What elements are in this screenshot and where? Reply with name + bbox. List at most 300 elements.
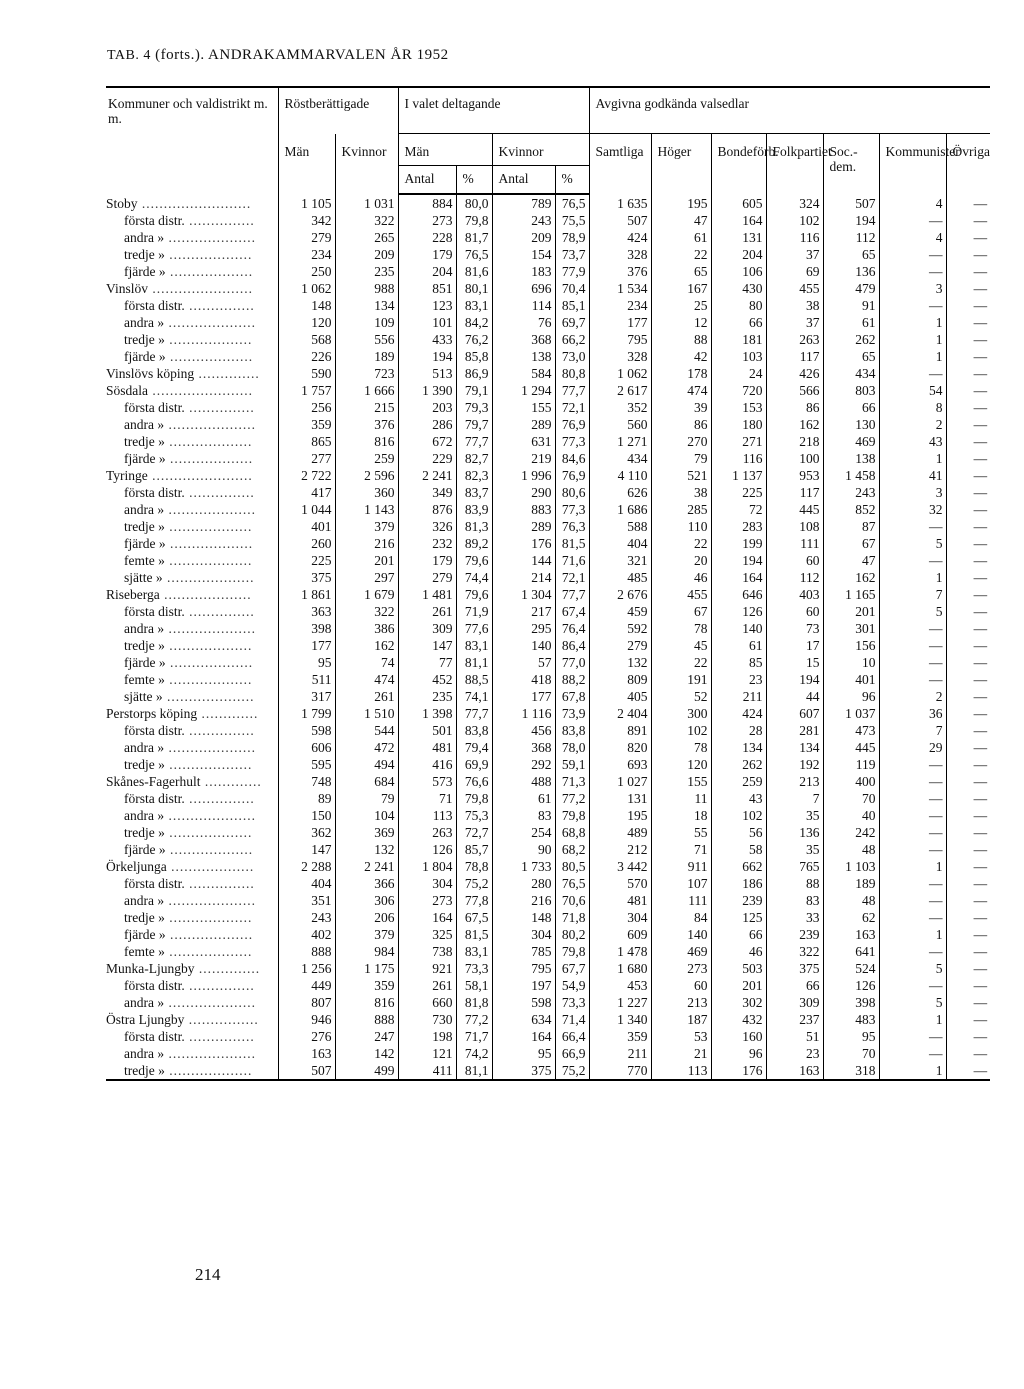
cell-total: 609 [589, 926, 651, 943]
cell-hoger: 22 [651, 535, 711, 552]
row-name: första distr. [124, 400, 185, 415]
cell-socialdemokrater: 852 [823, 501, 879, 518]
cell-eligible-men: 359 [278, 416, 335, 433]
row-label [106, 314, 278, 331]
cell-socialdemokrater: 61 [823, 314, 879, 331]
cell-kommunister: — [879, 297, 946, 314]
cell-eligible-men: 276 [278, 1028, 335, 1045]
leader-dots: ............... [184, 978, 255, 993]
cell-hoger: 12 [651, 314, 711, 331]
row-name: första distr. [124, 1029, 185, 1044]
row-label [106, 1062, 278, 1080]
cell-men-percent: 80,1 [456, 280, 492, 297]
table-header [106, 87, 990, 194]
municipality-row [106, 586, 990, 603]
table-title [107, 47, 449, 64]
cell-kommunister: — [879, 1028, 946, 1045]
cell-women-percent: 70,4 [555, 280, 589, 297]
cell-eligible-men: 226 [278, 348, 335, 365]
cell-bondeforbundet: 259 [711, 773, 766, 790]
cell-men-count: 876 [398, 501, 456, 518]
cell-bondeforbundet: 424 [711, 705, 766, 722]
cell-eligible-women: 1 175 [335, 960, 398, 977]
cell-women-percent: 72,1 [555, 569, 589, 586]
cell-kommunister: — [879, 1045, 946, 1062]
cell-men-percent: 76,5 [456, 246, 492, 263]
cell-men-percent: 77,6 [456, 620, 492, 637]
cell-men-count: 203 [398, 399, 456, 416]
cell-total: 405 [589, 688, 651, 705]
cell-eligible-women: 162 [335, 637, 398, 654]
cell-men-count: 261 [398, 603, 456, 620]
cell-ovriga: — [946, 1011, 990, 1028]
cell-socialdemokrater: 91 [823, 297, 879, 314]
cell-folkpartiet: 237 [766, 1011, 823, 1028]
row-label [106, 416, 278, 433]
cell-women-percent: 70,6 [555, 892, 589, 909]
row-label [106, 518, 278, 535]
cell-eligible-men: 2 288 [278, 858, 335, 875]
cell-socialdemokrater: 398 [823, 994, 879, 1011]
cell-eligible-men: 595 [278, 756, 335, 773]
cell-eligible-women: 2 596 [335, 467, 398, 484]
cell-men-count: 194 [398, 348, 456, 365]
cell-women-count: 598 [492, 994, 555, 1011]
cell-men-percent: 83,7 [456, 484, 492, 501]
cell-women-count: 217 [492, 603, 555, 620]
cell-total: 4 110 [589, 467, 651, 484]
cell-ovriga: — [946, 569, 990, 586]
cell-total: 1 686 [589, 501, 651, 518]
cell-men-percent: 81,5 [456, 926, 492, 943]
cell-bondeforbundet: 211 [711, 688, 766, 705]
cell-men-count: 660 [398, 994, 456, 1011]
leader-dots: .............. [194, 366, 260, 381]
header-women-percent: % [555, 166, 589, 195]
cell-eligible-women: 1 510 [335, 705, 398, 722]
cell-kommunister: 1 [879, 858, 946, 875]
cell-socialdemokrater: 507 [823, 194, 879, 212]
cell-women-count: 456 [492, 722, 555, 739]
cell-eligible-men: 590 [278, 365, 335, 382]
cell-eligible-women: 1 143 [335, 501, 398, 518]
row-name: första distr. [124, 978, 185, 993]
cell-men-count: 309 [398, 620, 456, 637]
row-label [106, 467, 278, 484]
cell-kommunister: 1 [879, 1011, 946, 1028]
cell-eligible-men: 95 [278, 654, 335, 671]
cell-men-percent: 80,0 [456, 194, 492, 212]
cell-women-count: 90 [492, 841, 555, 858]
cell-eligible-men: 865 [278, 433, 335, 450]
cell-folkpartiet: 35 [766, 807, 823, 824]
cell-men-count: 1 398 [398, 705, 456, 722]
cell-total: 1 271 [589, 433, 651, 450]
cell-kommunister: 54 [879, 382, 946, 399]
cell-total: 891 [589, 722, 651, 739]
cell-men-percent: 81,8 [456, 994, 492, 1011]
cell-socialdemokrater: 445 [823, 739, 879, 756]
leader-dots: ................... [164, 332, 253, 347]
cell-ovriga: — [946, 892, 990, 909]
cell-total: 234 [589, 297, 651, 314]
cell-total: 1 635 [589, 194, 651, 212]
row-name: andra » [124, 995, 165, 1010]
cell-total: 1 534 [589, 280, 651, 297]
cell-ovriga: — [946, 705, 990, 722]
cell-kommunister: — [879, 637, 946, 654]
cell-ovriga: — [946, 586, 990, 603]
cell-men-count: 235 [398, 688, 456, 705]
cell-bondeforbundet: 131 [711, 229, 766, 246]
cell-bondeforbundet: 43 [711, 790, 766, 807]
cell-eligible-men: 401 [278, 518, 335, 535]
cell-total: 481 [589, 892, 651, 909]
cell-women-percent: 85,1 [555, 297, 589, 314]
cell-eligible-men: 1 256 [278, 960, 335, 977]
cell-men-count: 273 [398, 212, 456, 229]
row-name: fjärde » [124, 451, 166, 466]
cell-women-percent: 79,8 [555, 943, 589, 960]
cell-men-percent: 81,6 [456, 263, 492, 280]
header-eligible: Röstberättigade [278, 87, 398, 134]
cell-men-percent: 82,3 [456, 467, 492, 484]
cell-eligible-men: 1 757 [278, 382, 335, 399]
cell-women-percent: 76,5 [555, 194, 589, 212]
cell-kommunister: 3 [879, 280, 946, 297]
cell-women-percent: 76,5 [555, 875, 589, 892]
cell-folkpartiet: 116 [766, 229, 823, 246]
cell-hoger: 18 [651, 807, 711, 824]
cell-eligible-men: 120 [278, 314, 335, 331]
cell-women-count: 114 [492, 297, 555, 314]
row-label [106, 654, 278, 671]
cell-women-percent: 76,3 [555, 518, 589, 535]
cell-total: 2 676 [589, 586, 651, 603]
row-label [106, 450, 278, 467]
cell-women-percent: 80,5 [555, 858, 589, 875]
leader-dots: ................... [164, 757, 253, 772]
cell-men-count: 738 [398, 943, 456, 960]
cell-eligible-women: 360 [335, 484, 398, 501]
cell-bondeforbundet: 125 [711, 909, 766, 926]
cell-bondeforbundet: 720 [711, 382, 766, 399]
district-row [106, 246, 990, 263]
cell-bondeforbundet: 239 [711, 892, 766, 909]
cell-folkpartiet: 162 [766, 416, 823, 433]
cell-women-percent: 77,0 [555, 654, 589, 671]
cell-eligible-women: 306 [335, 892, 398, 909]
cell-folkpartiet: 375 [766, 960, 823, 977]
leader-dots: ............. [200, 774, 262, 789]
cell-eligible-women: 888 [335, 1011, 398, 1028]
cell-socialdemokrater: 96 [823, 688, 879, 705]
cell-men-count: 123 [398, 297, 456, 314]
cell-ovriga: — [946, 416, 990, 433]
cell-women-count: 214 [492, 569, 555, 586]
leader-dots: ................... [164, 434, 253, 449]
cell-men-count: 229 [398, 450, 456, 467]
leader-dots: ............... [184, 213, 255, 228]
cell-folkpartiet: 60 [766, 603, 823, 620]
cell-eligible-men: 2 722 [278, 467, 335, 484]
district-row [106, 620, 990, 637]
cell-women-percent: 71,8 [555, 909, 589, 926]
cell-socialdemokrater: 479 [823, 280, 879, 297]
cell-kommunister: — [879, 875, 946, 892]
row-label [106, 399, 278, 416]
header-bondeforbundet: Bondeförb. [711, 134, 766, 195]
cell-socialdemokrater: 156 [823, 637, 879, 654]
cell-women-percent: 81,5 [555, 535, 589, 552]
cell-socialdemokrater: 469 [823, 433, 879, 450]
municipality-row [106, 705, 990, 722]
municipality-row [106, 773, 990, 790]
cell-total: 131 [589, 790, 651, 807]
row-label [106, 501, 278, 518]
cell-women-percent: 71,3 [555, 773, 589, 790]
cell-eligible-men: 398 [278, 620, 335, 637]
cell-men-percent: 79,3 [456, 399, 492, 416]
row-name: första distr. [124, 213, 185, 228]
cell-women-count: 280 [492, 875, 555, 892]
cell-ovriga: — [946, 756, 990, 773]
cell-eligible-women: 1 679 [335, 586, 398, 603]
cell-women-count: 140 [492, 637, 555, 654]
cell-kommunister: 4 [879, 194, 946, 212]
row-name: tredje » [124, 247, 165, 262]
cell-women-percent: 79,8 [555, 807, 589, 824]
cell-men-percent: 83,9 [456, 501, 492, 518]
cell-women-count: 304 [492, 926, 555, 943]
cell-total: 404 [589, 535, 651, 552]
district-row [106, 212, 990, 229]
cell-eligible-women: 265 [335, 229, 398, 246]
leader-dots: ................... [164, 247, 253, 262]
cell-socialdemokrater: 65 [823, 348, 879, 365]
cell-ovriga: — [946, 229, 990, 246]
cell-total: 770 [589, 1062, 651, 1080]
row-name: andra » [124, 740, 165, 755]
row-name: Vinslöv [106, 281, 148, 296]
cell-men-count: 884 [398, 194, 456, 212]
district-row [106, 1062, 990, 1080]
row-label [106, 688, 278, 705]
cell-men-count: 261 [398, 977, 456, 994]
cell-men-percent: 71,9 [456, 603, 492, 620]
cell-total: 592 [589, 620, 651, 637]
cell-bondeforbundet: 430 [711, 280, 766, 297]
cell-men-percent: 81,1 [456, 654, 492, 671]
cell-men-percent: 77,7 [456, 433, 492, 450]
cell-bondeforbundet: 80 [711, 297, 766, 314]
district-row [106, 654, 990, 671]
cell-hoger: 67 [651, 603, 711, 620]
cell-women-count: 183 [492, 263, 555, 280]
cell-bondeforbundet: 262 [711, 756, 766, 773]
district-row [106, 943, 990, 960]
leader-dots: .................... [164, 1046, 256, 1061]
cell-ovriga: — [946, 824, 990, 841]
cell-women-count: 154 [492, 246, 555, 263]
cell-men-percent: 81,3 [456, 518, 492, 535]
row-label [106, 756, 278, 773]
cell-hoger: 213 [651, 994, 711, 1011]
cell-folkpartiet: 38 [766, 297, 823, 314]
cell-women-percent: 80,2 [555, 926, 589, 943]
cell-total: 693 [589, 756, 651, 773]
cell-folkpartiet: 51 [766, 1028, 823, 1045]
row-label [106, 739, 278, 756]
row-name: andra » [124, 502, 165, 517]
cell-eligible-men: 342 [278, 212, 335, 229]
cell-women-percent: 76,9 [555, 416, 589, 433]
leader-dots: ................... [164, 672, 253, 687]
cell-women-count: 176 [492, 535, 555, 552]
cell-total: 507 [589, 212, 651, 229]
cell-ovriga: — [946, 773, 990, 790]
cell-kommunister: 1 [879, 331, 946, 348]
cell-women-count: 57 [492, 654, 555, 671]
cell-eligible-women: 261 [335, 688, 398, 705]
cell-socialdemokrater: 483 [823, 1011, 879, 1028]
cell-men-count: 126 [398, 841, 456, 858]
municipality-row [106, 960, 990, 977]
cell-men-count: 326 [398, 518, 456, 535]
cell-eligible-women: 366 [335, 875, 398, 892]
cell-eligible-men: 277 [278, 450, 335, 467]
cell-kommunister: — [879, 841, 946, 858]
cell-kommunister: 7 [879, 586, 946, 603]
cell-eligible-men: 511 [278, 671, 335, 688]
district-row [106, 688, 990, 705]
cell-women-percent: 88,2 [555, 671, 589, 688]
cell-bondeforbundet: 134 [711, 739, 766, 756]
cell-men-count: 1 804 [398, 858, 456, 875]
cell-folkpartiet: 136 [766, 824, 823, 841]
cell-socialdemokrater: 524 [823, 960, 879, 977]
cell-folkpartiet: 117 [766, 348, 823, 365]
cell-men-percent: 84,2 [456, 314, 492, 331]
row-label [106, 722, 278, 739]
cell-total: 212 [589, 841, 651, 858]
leader-dots: ................... [164, 825, 253, 840]
cell-eligible-women: 359 [335, 977, 398, 994]
leader-dots: ................... [164, 944, 253, 959]
cell-bondeforbundet: 646 [711, 586, 766, 603]
cell-men-count: 513 [398, 365, 456, 382]
cell-men-percent: 79,8 [456, 790, 492, 807]
cell-men-count: 304 [398, 875, 456, 892]
cell-hoger: 455 [651, 586, 711, 603]
row-name: femte » [124, 672, 165, 687]
cell-eligible-women: 1 666 [335, 382, 398, 399]
leader-dots: ....................... [147, 468, 253, 483]
municipality-row [106, 194, 990, 212]
cell-kommunister: 1 [879, 926, 946, 943]
table-number: TAB. 4 [107, 48, 151, 63]
cell-ovriga: — [946, 314, 990, 331]
row-name: första distr. [124, 485, 185, 500]
header-district: Kommuner och valdistrikt m. m. [106, 87, 278, 194]
cell-total: 177 [589, 314, 651, 331]
cell-men-count: 2 241 [398, 467, 456, 484]
cell-men-percent: 76,6 [456, 773, 492, 790]
cell-eligible-men: 351 [278, 892, 335, 909]
cell-hoger: 22 [651, 654, 711, 671]
cell-bondeforbundet: 283 [711, 518, 766, 535]
cell-ovriga: — [946, 1062, 990, 1080]
row-name: tredje » [124, 910, 165, 925]
cell-socialdemokrater: 401 [823, 671, 879, 688]
cell-hoger: 11 [651, 790, 711, 807]
cell-ovriga: — [946, 280, 990, 297]
row-name: tredje » [124, 638, 165, 653]
cell-socialdemokrater: 473 [823, 722, 879, 739]
cell-kommunister: 5 [879, 994, 946, 1011]
row-name: Vinslövs köping [106, 366, 195, 381]
cell-ovriga: — [946, 620, 990, 637]
cell-eligible-men: 606 [278, 739, 335, 756]
cell-kommunister: — [879, 943, 946, 960]
cell-folkpartiet: 83 [766, 892, 823, 909]
cell-men-count: 433 [398, 331, 456, 348]
row-name: fjärde » [124, 655, 166, 670]
cell-kommunister: — [879, 620, 946, 637]
cell-folkpartiet: 100 [766, 450, 823, 467]
cell-bondeforbundet: 201 [711, 977, 766, 994]
cell-eligible-women: 259 [335, 450, 398, 467]
cell-women-percent: 72,1 [555, 399, 589, 416]
cell-bondeforbundet: 24 [711, 365, 766, 382]
cell-eligible-men: 568 [278, 331, 335, 348]
cell-women-count: 243 [492, 212, 555, 229]
cell-eligible-men: 234 [278, 246, 335, 263]
cell-total: 359 [589, 1028, 651, 1045]
header-folkpartiet: Folkpartiet [766, 134, 823, 195]
cell-men-percent: 75,2 [456, 875, 492, 892]
cell-bondeforbundet: 23 [711, 671, 766, 688]
cell-folkpartiet: 44 [766, 688, 823, 705]
leader-dots: ............... [184, 485, 255, 500]
cell-bondeforbundet: 72 [711, 501, 766, 518]
cell-total: 820 [589, 739, 651, 756]
cell-hoger: 195 [651, 194, 711, 212]
cell-hoger: 53 [651, 1028, 711, 1045]
row-name: Munka-Ljungby [106, 961, 195, 976]
leader-dots: ................... [164, 553, 253, 568]
cell-men-count: 71 [398, 790, 456, 807]
cell-socialdemokrater: 641 [823, 943, 879, 960]
header-eligible-women: Kvinnor [335, 134, 398, 195]
cell-women-percent: 77,3 [555, 501, 589, 518]
cell-socialdemokrater: 301 [823, 620, 879, 637]
cell-men-count: 452 [398, 671, 456, 688]
cell-eligible-men: 163 [278, 1045, 335, 1062]
cell-hoger: 285 [651, 501, 711, 518]
cell-hoger: 469 [651, 943, 711, 960]
cell-women-count: 295 [492, 620, 555, 637]
cell-socialdemokrater: 95 [823, 1028, 879, 1045]
cell-men-percent: 81,1 [456, 1062, 492, 1080]
cell-women-count: 488 [492, 773, 555, 790]
cell-eligible-men: 317 [278, 688, 335, 705]
row-name: Stoby [106, 195, 138, 211]
cell-eligible-men: 250 [278, 263, 335, 280]
row-label [106, 535, 278, 552]
row-label [106, 484, 278, 501]
cell-eligible-women: 723 [335, 365, 398, 382]
